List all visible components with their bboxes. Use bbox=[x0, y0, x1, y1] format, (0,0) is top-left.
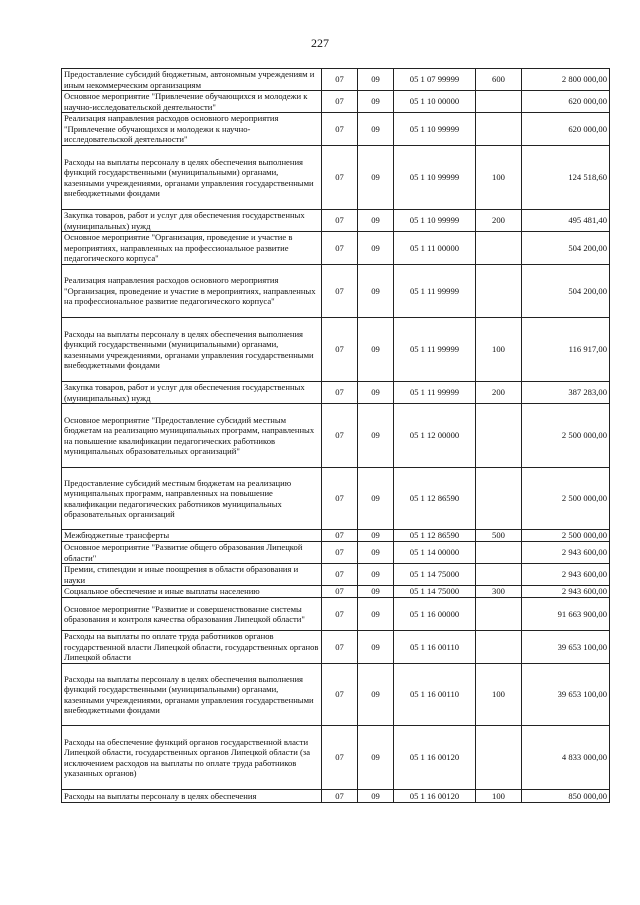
row-section-cell: 07 bbox=[322, 564, 358, 586]
row-subsection-cell: 09 bbox=[358, 69, 394, 91]
row-target-article-cell: 05 1 16 00110 bbox=[394, 631, 476, 664]
row-expense-type-cell: 100 bbox=[476, 146, 522, 210]
table-row bbox=[62, 382, 610, 404]
row-target-article-cell: 05 1 16 00120 bbox=[394, 790, 476, 803]
row-amount-cell: 2 943 600,00 bbox=[522, 586, 610, 598]
page-number: 227 bbox=[311, 36, 329, 50]
table-row bbox=[62, 586, 610, 598]
table-row bbox=[62, 726, 610, 790]
row-name-cell: Предоставление субсидий местным бюджетам на реализацию муниципальных программ, направленных на повышение квалификации педагогических работников муниципальных образовательных организаций bbox=[62, 468, 322, 530]
row-section-cell: 07 bbox=[322, 598, 358, 631]
row-name-cell: Расходы на выплаты персоналу в целях обеспечения выполнения функций государственными (муниципальными) органами, казенными учреждениями, органами управления государственными внебюджетными фондами bbox=[62, 664, 322, 726]
row-section-cell: 07 bbox=[322, 146, 358, 210]
row-expense-type-cell: 500 bbox=[476, 530, 522, 542]
row-subsection-cell: 09 bbox=[358, 210, 394, 232]
row-name-cell: Расходы на выплаты по оплате труда работников органов государственной власти Липецкой области, государственных органов Липецкой области bbox=[62, 631, 322, 664]
row-target-article-cell: 05 1 11 99999 bbox=[394, 382, 476, 404]
table-row bbox=[62, 113, 610, 146]
row-target-article-cell: 05 1 16 00110 bbox=[394, 664, 476, 726]
row-subsection-cell: 09 bbox=[358, 542, 394, 564]
row-section-cell: 07 bbox=[322, 726, 358, 790]
table-row bbox=[62, 790, 610, 803]
row-target-article-cell: 05 1 11 00000 bbox=[394, 232, 476, 265]
row-section-cell: 07 bbox=[322, 210, 358, 232]
row-subsection-cell: 09 bbox=[358, 586, 394, 598]
row-target-article-cell: 05 1 11 99999 bbox=[394, 318, 476, 382]
row-expense-type-cell: 600 bbox=[476, 69, 522, 91]
row-expense-type-cell: 100 bbox=[476, 318, 522, 382]
table-row bbox=[62, 542, 610, 564]
row-target-article-cell: 05 1 10 99999 bbox=[394, 113, 476, 146]
row-target-article-cell: 05 1 07 99999 bbox=[394, 69, 476, 91]
row-subsection-cell: 09 bbox=[358, 382, 394, 404]
row-subsection-cell: 09 bbox=[358, 726, 394, 790]
row-amount-cell: 495 481,40 bbox=[522, 210, 610, 232]
table-row bbox=[62, 530, 610, 542]
row-section-cell: 07 bbox=[322, 542, 358, 564]
row-section-cell: 07 bbox=[322, 530, 358, 542]
table-row bbox=[62, 210, 610, 232]
row-name-cell: Основное мероприятие "Организация, проведение и участие в мероприятиях, направленных на профессиональное развитие педагогического корпуса" bbox=[62, 232, 322, 265]
row-name-cell: Основное мероприятие "Развитие и совершенствование системы образования и контроля качества образования Липецкой области" bbox=[62, 598, 322, 631]
table-row bbox=[62, 69, 610, 91]
table-row bbox=[62, 318, 610, 382]
row-section-cell: 07 bbox=[322, 790, 358, 803]
row-target-article-cell: 05 1 10 99999 bbox=[394, 210, 476, 232]
row-expense-type-cell: 200 bbox=[476, 382, 522, 404]
row-name-cell: Расходы на обеспечение функций органов государственной власти Липецкой области, государственных органов Липецкой области (за исключением расходов на выплаты по оплате труда работников указанных органов) bbox=[62, 726, 322, 790]
row-target-article-cell: 05 1 14 00000 bbox=[394, 542, 476, 564]
row-name-cell: Основное мероприятие "Предоставление субсидий местным бюджетам на реализацию муниципальных программ, направленных на повышение квалификации педагогических работников муниципальных образовательных организаций" bbox=[62, 404, 322, 468]
row-amount-cell: 116 917,00 bbox=[522, 318, 610, 382]
row-expense-type-cell bbox=[476, 631, 522, 664]
row-subsection-cell: 09 bbox=[358, 564, 394, 586]
row-name-cell: Расходы на выплаты персоналу в целях обеспечения выполнения функций государственными (муниципальными) органами, казенными учреждениями, органами управления государственными внебюджетными фондами bbox=[62, 146, 322, 210]
table-row bbox=[62, 598, 610, 631]
row-section-cell: 07 bbox=[322, 382, 358, 404]
row-name-cell: Расходы на выплаты персоналу в целях обеспечения bbox=[62, 790, 322, 803]
budget-table bbox=[61, 68, 610, 803]
row-subsection-cell: 09 bbox=[358, 468, 394, 530]
row-amount-cell: 504 200,00 bbox=[522, 265, 610, 318]
table-row bbox=[62, 664, 610, 726]
row-subsection-cell: 09 bbox=[358, 232, 394, 265]
row-amount-cell: 387 283,00 bbox=[522, 382, 610, 404]
row-subsection-cell: 09 bbox=[358, 664, 394, 726]
table-row bbox=[62, 631, 610, 664]
row-subsection-cell: 09 bbox=[358, 631, 394, 664]
row-name-cell: Межбюджетные трансферты bbox=[62, 530, 322, 542]
row-name-cell: Закупка товаров, работ и услуг для обеспечения государственных (муниципальных) нужд bbox=[62, 210, 322, 232]
row-section-cell: 07 bbox=[322, 586, 358, 598]
table-row bbox=[62, 404, 610, 468]
row-target-article-cell: 05 1 12 00000 bbox=[394, 404, 476, 468]
row-amount-cell: 620 000,00 bbox=[522, 113, 610, 146]
row-subsection-cell: 09 bbox=[358, 113, 394, 146]
row-subsection-cell: 09 bbox=[358, 598, 394, 631]
row-name-cell: Расходы на выплаты персоналу в целях обеспечения выполнения функций государственными (муниципальными) органами, казенными учреждениями, органами управления государственными внебюджетными фондами bbox=[62, 318, 322, 382]
row-name-cell: Предоставление субсидий бюджетным, автономным учреждениям и иным некоммерческим организациям bbox=[62, 69, 322, 91]
row-name-cell: Основное мероприятие "Привлечение обучающихся и молодежи к научно-исследовательской деятельности" bbox=[62, 91, 322, 113]
row-expense-type-cell bbox=[476, 404, 522, 468]
row-amount-cell: 39 653 100,00 bbox=[522, 664, 610, 726]
row-section-cell: 07 bbox=[322, 113, 358, 146]
row-name-cell: Социальное обеспечение и иные выплаты населению bbox=[62, 586, 322, 598]
row-amount-cell: 2 500 000,00 bbox=[522, 468, 610, 530]
table-row bbox=[62, 564, 610, 586]
row-section-cell: 07 bbox=[322, 91, 358, 113]
row-subsection-cell: 09 bbox=[358, 530, 394, 542]
row-target-article-cell: 05 1 16 00120 bbox=[394, 726, 476, 790]
row-expense-type-cell: 300 bbox=[476, 586, 522, 598]
row-expense-type-cell: 100 bbox=[476, 664, 522, 726]
row-amount-cell: 2 500 000,00 bbox=[522, 530, 610, 542]
row-target-article-cell: 05 1 10 99999 bbox=[394, 146, 476, 210]
row-name-cell: Основное мероприятие "Развитие общего образования Липецкой области" bbox=[62, 542, 322, 564]
row-name-cell: Закупка товаров, работ и услуг для обеспечения государственных (муниципальных) нужд bbox=[62, 382, 322, 404]
row-expense-type-cell bbox=[476, 598, 522, 631]
row-subsection-cell: 09 bbox=[358, 790, 394, 803]
row-amount-cell: 91 663 900,00 bbox=[522, 598, 610, 631]
row-amount-cell: 620 000,00 bbox=[522, 91, 610, 113]
table-row bbox=[62, 232, 610, 265]
row-amount-cell: 850 000,00 bbox=[522, 790, 610, 803]
row-expense-type-cell bbox=[476, 726, 522, 790]
row-section-cell: 07 bbox=[322, 468, 358, 530]
row-amount-cell: 124 518,60 bbox=[522, 146, 610, 210]
row-section-cell: 07 bbox=[322, 318, 358, 382]
row-expense-type-cell bbox=[476, 468, 522, 530]
table-row bbox=[62, 91, 610, 113]
row-subsection-cell: 09 bbox=[358, 146, 394, 210]
row-subsection-cell: 09 bbox=[358, 91, 394, 113]
row-amount-cell: 2 943 600,00 bbox=[522, 542, 610, 564]
table-row bbox=[62, 146, 610, 210]
row-target-article-cell: 05 1 14 75000 bbox=[394, 586, 476, 598]
row-name-cell: Реализация направления расходов основного мероприятия "Организация, проведение и участие в мероприятиях, направленных на профессиональное развитие педагогического корпуса" bbox=[62, 265, 322, 318]
row-target-article-cell: 05 1 14 75000 bbox=[394, 564, 476, 586]
row-target-article-cell: 05 1 12 86590 bbox=[394, 468, 476, 530]
row-amount-cell: 2 800 000,00 bbox=[522, 69, 610, 91]
row-expense-type-cell bbox=[476, 232, 522, 265]
row-amount-cell: 39 653 100,00 bbox=[522, 631, 610, 664]
row-amount-cell: 4 833 000,00 bbox=[522, 726, 610, 790]
row-name-cell: Премии, стипендии и иные поощрения в области образования и науки bbox=[62, 564, 322, 586]
row-amount-cell: 2 943 600,00 bbox=[522, 564, 610, 586]
row-target-article-cell: 05 1 16 00000 bbox=[394, 598, 476, 631]
row-amount-cell: 504 200,00 bbox=[522, 232, 610, 265]
row-subsection-cell: 09 bbox=[358, 404, 394, 468]
table-row bbox=[62, 265, 610, 318]
row-target-article-cell: 05 1 10 00000 bbox=[394, 91, 476, 113]
row-section-cell: 07 bbox=[322, 69, 358, 91]
row-expense-type-cell bbox=[476, 91, 522, 113]
row-subsection-cell: 09 bbox=[358, 265, 394, 318]
row-expense-type-cell bbox=[476, 564, 522, 586]
budget-table-body bbox=[62, 69, 610, 803]
row-expense-type-cell bbox=[476, 542, 522, 564]
row-section-cell: 07 bbox=[322, 265, 358, 318]
row-amount-cell: 2 500 000,00 bbox=[522, 404, 610, 468]
row-name-cell: Реализация направления расходов основного мероприятия "Привлечение обучающихся и молодежи к научно-исследовательской деятельности" bbox=[62, 113, 322, 146]
row-expense-type-cell bbox=[476, 265, 522, 318]
row-expense-type-cell: 100 bbox=[476, 790, 522, 803]
row-subsection-cell: 09 bbox=[358, 318, 394, 382]
row-section-cell: 07 bbox=[322, 404, 358, 468]
row-section-cell: 07 bbox=[322, 232, 358, 265]
row-expense-type-cell: 200 bbox=[476, 210, 522, 232]
row-section-cell: 07 bbox=[322, 664, 358, 726]
row-target-article-cell: 05 1 11 99999 bbox=[394, 265, 476, 318]
table-row bbox=[62, 468, 610, 530]
row-section-cell: 07 bbox=[322, 631, 358, 664]
row-target-article-cell: 05 1 12 86590 bbox=[394, 530, 476, 542]
row-expense-type-cell bbox=[476, 113, 522, 146]
